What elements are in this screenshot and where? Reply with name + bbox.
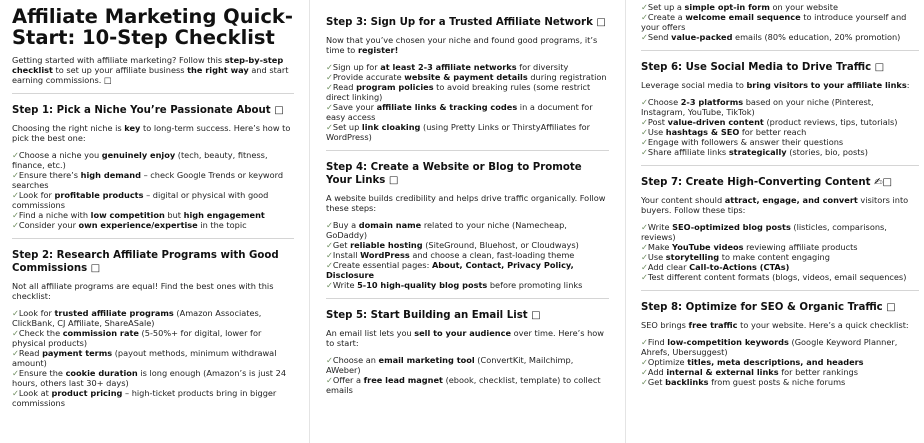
- step-8-heading: Step 8: Optimize for SEO & Organic Traffic □: [641, 302, 896, 313]
- bold-text: high demand: [80, 170, 141, 180]
- step-8-checklist: [641, 337, 919, 387]
- step-6-intro: Leverage social media to bring visitors to your affiliate links:: [641, 80, 910, 90]
- checklist-item: ✓Read payment terms (payout methods, minimum withdrawal amount): [12, 348, 277, 368]
- checkmark-icon: ✓: [641, 127, 648, 137]
- section-divider: [641, 290, 919, 291]
- checkmark-icon: ✓: [326, 250, 333, 260]
- step-5-checklist-continued: [641, 2, 919, 42]
- checkmark-icon: ✓: [641, 272, 648, 282]
- checklist-item: ✓Consider your own experience/expertise in the topic: [12, 220, 247, 230]
- section-divider: [326, 150, 609, 151]
- bold-text: simple opt-in form: [684, 2, 770, 12]
- step-7-intro: Your content should attract, engage, and convert visitors into buyers. Follow these tips:: [641, 195, 909, 215]
- bold-text: hashtags & SEO: [665, 127, 740, 137]
- checkmark-icon: ✓: [12, 348, 19, 358]
- bold-text: profitable products: [54, 190, 144, 200]
- step-7-checklist: [641, 222, 919, 282]
- step-7-section: [641, 176, 919, 282]
- checkmark-icon: ✓: [326, 280, 333, 290]
- bold-text: 2-3 platforms: [680, 97, 744, 107]
- step-4-intro: A website builds credibility and helps drive traffic organically. Follow these steps:: [326, 193, 606, 213]
- checklist-item: ✓Post value-driven content (product reviews, tips, tutorials): [641, 117, 898, 127]
- checkmark-icon: ✓: [326, 62, 333, 72]
- section-divider: [641, 50, 919, 51]
- checkmark-icon: ✓: [641, 242, 648, 252]
- step-2-checklist: [12, 308, 294, 408]
- step-4-section: [326, 161, 609, 290]
- bold-text: trusted affiliate programs: [54, 308, 174, 318]
- column-1: [12, 0, 294, 443]
- bold-text: link cloaking: [361, 122, 421, 132]
- bold-text: YouTube videos: [672, 242, 744, 252]
- checkmark-icon: ✓: [326, 102, 333, 112]
- checkmark-icon: ✓: [12, 190, 19, 200]
- bold-text: the right way: [187, 65, 249, 75]
- checkmark-icon: ✓: [641, 222, 648, 232]
- step-3-intro: Now that you’ve chosen your niche and found good programs, it’s time to register!: [326, 35, 598, 55]
- bold-text: backlinks: [665, 377, 709, 387]
- step-2-section: [12, 249, 294, 408]
- bold-text: step-by-step checklist: [12, 55, 284, 75]
- checkmark-icon: ✓: [641, 97, 648, 107]
- checkmark-icon: ✓: [326, 375, 333, 385]
- checklist-item: ✓Check the commission rate (5-50%+ for digital, lower for physical products): [12, 328, 262, 348]
- bold-text: low competition: [90, 210, 165, 220]
- checklist-item: ✓Write 5-10 high-quality blog posts before promoting links: [326, 280, 583, 290]
- bold-text: key: [124, 123, 141, 133]
- checklist-item: ✓Test different content formats (blogs, videos, email sequences): [641, 272, 907, 282]
- step-5-checklist: [326, 355, 609, 395]
- checkmark-icon: ✓: [641, 262, 648, 272]
- checklist-item: ✓Find a niche with low competition but high engagement: [12, 210, 265, 220]
- checkmark-icon: ✓: [641, 357, 648, 367]
- step-8-section: [641, 301, 919, 387]
- bold-text: welcome email sequence: [685, 12, 801, 22]
- bold-text: value-packed: [671, 32, 733, 42]
- checkmark-icon: ✓: [326, 260, 333, 270]
- bold-text: titles, meta descriptions, and headers: [687, 357, 864, 367]
- step-5-section: [326, 309, 609, 395]
- checklist-item: ✓Get backlinks from guest posts & niche forums: [641, 377, 846, 387]
- checklist-item: ✓Share affiliate links strategically (stories, bio, posts): [641, 147, 868, 157]
- step-4-heading: Step 4: Create a Website or Blog to Promote Your Links □: [326, 162, 582, 186]
- checkmark-icon: ✓: [12, 308, 19, 318]
- bold-text: program policies: [356, 82, 434, 92]
- section-divider: [12, 238, 294, 239]
- checklist-item: ✓Offer a free lead magnet (ebook, checklist, template) to collect emails: [326, 375, 601, 395]
- column-2: [326, 0, 609, 443]
- checklist-item: ✓Install WordPress and choose a clean, fast-loading theme: [326, 250, 575, 260]
- step-7-heading: Step 7: Create High-Converting Content ✍□: [641, 177, 893, 188]
- checkmark-icon: ✓: [641, 252, 648, 262]
- checklist-item: ✓Choose an email marketing tool (ConvertKit, Mailchimp, AWeber): [326, 355, 574, 375]
- checkmark-icon: ✓: [641, 147, 648, 157]
- checkmark-icon: ✓: [12, 210, 19, 220]
- bold-text: About, Contact, Privacy Policy, Disclosure: [326, 260, 574, 280]
- checklist-item: ✓Look for profitable products – digital or physical with good commissions: [12, 190, 269, 210]
- checkmark-icon: ✓: [641, 337, 648, 347]
- bold-text: product pricing: [51, 388, 123, 398]
- bold-text: website & payment details: [404, 72, 528, 82]
- checkmark-icon: ✓: [12, 220, 19, 230]
- section-divider: [12, 93, 294, 94]
- step-1-section: [12, 104, 294, 230]
- bold-text: affiliate links & tracking codes: [376, 102, 518, 112]
- checklist-item: ✓Create essential pages: About, Contact, Privacy Policy, Disclosure: [326, 260, 574, 280]
- bold-text: register!: [357, 45, 399, 55]
- checkmark-icon: ✓: [641, 2, 648, 12]
- checklist-item: ✓Ensure the cookie duration is long enough (Amazon’s is just 24 hours, others last 30+ days): [12, 368, 287, 388]
- checkmark-icon: ✓: [641, 12, 648, 22]
- checkmark-icon: ✓: [326, 220, 333, 230]
- checklist-item: ✓Read program policies to avoid breaking rules (some restrict direct linking): [326, 82, 591, 102]
- bold-text: strategically: [728, 147, 787, 157]
- step-1-intro: Choosing the right niche is key to long-term success. Here’s how to pick the best one:: [12, 123, 291, 143]
- checklist-item: ✓Use hashtags & SEO for better reach: [641, 127, 807, 137]
- step-2-heading: Step 2: Research Affiliate Programs with Good Commissions □: [12, 250, 279, 274]
- checkmark-icon: ✓: [641, 367, 648, 377]
- page-title: Affiliate Marketing Quick-Start: 10-Step Checklist: [12, 5, 293, 49]
- bold-text: payment terms: [42, 348, 113, 358]
- bold-text: email marketing tool: [378, 355, 475, 365]
- checkmark-icon: ✓: [326, 122, 333, 132]
- step-6-section: [641, 61, 919, 157]
- checklist-item: ✓Find low-competition keywords (Google Keyword Planner, Ahrefs, Ubersuggest): [641, 337, 898, 357]
- intro-text: Getting started with affiliate marketing? Follow this step-by-step checklist to set up your affiliate business the right way and start earning commissions. □: [12, 55, 289, 85]
- bold-text: low-competition keywords: [667, 337, 789, 347]
- step-1-heading: Step 1: Pick a Niche You’re Passionate About □: [12, 105, 284, 116]
- checkmark-icon: ✓: [641, 377, 648, 387]
- step-1-checklist: [12, 150, 294, 230]
- checkmark-icon: ✓: [12, 388, 19, 398]
- bold-text: sell to your audience: [414, 328, 512, 338]
- step-4-checklist: [326, 220, 609, 290]
- checklist-item: ✓Set up link cloaking (using Pretty Links or ThirstyAffiliates for WordPress): [326, 122, 591, 142]
- checklist-item: ✓Choose a niche you genuinely enjoy (tech, beauty, fitness, finance, etc.): [12, 150, 268, 170]
- checklist-item: ✓Optimize titles, meta descriptions, and headers: [641, 357, 864, 367]
- checklist-item: ✓Make YouTube videos reviewing affiliate products: [641, 242, 858, 252]
- checklist-item: ✓Provide accurate website & payment details during registration: [326, 72, 607, 82]
- checklist-item: ✓Create a welcome email sequence to introduce yourself and your offers: [641, 12, 907, 32]
- checklist-item: ✓Add internal & external links for better rankings: [641, 367, 858, 377]
- step-8-intro: SEO brings free traffic to your website. Here’s a quick checklist:: [641, 320, 909, 330]
- column-divider: [309, 0, 310, 443]
- checklist-item: ✓Engage with followers & answer their questions: [641, 137, 844, 147]
- bold-text: free lead magnet: [363, 375, 443, 385]
- checkmark-icon: ✓: [326, 82, 333, 92]
- checkmark-icon: ✓: [641, 117, 648, 127]
- checkmark-icon: ✓: [326, 72, 333, 82]
- checkmark-icon: ✓: [641, 137, 648, 147]
- bold-text: attract, engage, and convert: [724, 195, 858, 205]
- column-3: [641, 0, 919, 443]
- checklist-item: ✓Send value-packed emails (80% education, 20% promotion): [641, 32, 901, 42]
- bold-text: value-driven content: [667, 117, 764, 127]
- checkmark-icon: ✓: [326, 240, 333, 250]
- checklist-item: ✓Set up a simple opt-in form on your website: [641, 2, 838, 12]
- checklist-item: ✓Write SEO-optimized blog posts (listicles, comparisons, reviews): [641, 222, 887, 242]
- checklist-item: ✓Save your affiliate links & tracking codes in a document for easy access: [326, 102, 593, 122]
- bold-text: internal & external links: [666, 367, 779, 377]
- checklist-item: ✓Look at product pricing – high-ticket products bring in bigger commissions: [12, 388, 277, 408]
- bold-text: domain name: [358, 220, 422, 230]
- checkmark-icon: ✓: [641, 32, 648, 42]
- bold-text: SEO-optimized blog posts: [672, 222, 791, 232]
- checklist-item: ✓Add clear Call-to-Actions (CTAs): [641, 262, 790, 272]
- checkmark-icon: ✓: [12, 328, 19, 338]
- bold-text: bring visitors to your affiliate links: [746, 80, 907, 90]
- section-divider: [326, 298, 609, 299]
- bold-text: 5-10 high-quality blog posts: [357, 280, 488, 290]
- bold-text: genuinely enjoy: [101, 150, 176, 160]
- checkmark-icon: ✓: [12, 368, 19, 378]
- checklist-item: ✓Buy a domain name related to your niche (Namecheap, GoDaddy): [326, 220, 567, 240]
- checklist-item: ✓Get reliable hosting (SiteGround, Bluehost, or Cloudways): [326, 240, 579, 250]
- step-3-section: [326, 16, 609, 142]
- bold-text: cookie duration: [65, 368, 138, 378]
- step-5-heading: Step 5: Start Building an Email List □: [326, 310, 541, 321]
- step-5-intro: An email list lets you sell to your audience over time. Here’s how to start:: [326, 328, 604, 348]
- step-3-heading: Step 3: Sign Up for a Trusted Affiliate Network □: [326, 17, 607, 28]
- step-2-intro: Not all affiliate programs are equal! Find the best ones with this checklist:: [12, 281, 274, 301]
- checklist-item: ✓Look for trusted affiliate programs (Amazon Associates, ClickBank, CJ Affiliate, ShareASale): [12, 308, 262, 328]
- bold-text: WordPress: [360, 250, 410, 260]
- bold-text: at least 2-3 affiliate networks: [380, 62, 517, 72]
- step-6-heading: Step 6: Use Social Media to Drive Traffic □: [641, 62, 885, 73]
- step-3-checklist: [326, 62, 609, 142]
- bold-text: storytelling: [665, 252, 720, 262]
- checkmark-icon: ✓: [326, 355, 333, 365]
- bold-text: Call-to-Actions (CTAs): [689, 262, 790, 272]
- bold-text: free traffic: [688, 320, 738, 330]
- checklist-item: ✓Ensure there’s high demand – check Google Trends or keyword searches: [12, 170, 284, 190]
- bold-text: reliable hosting: [350, 240, 423, 250]
- section-divider: [641, 165, 919, 166]
- checklist-item: ✓Choose 2-3 platforms based on your niche (Pinterest, Instagram, YouTube, TikTok): [641, 97, 874, 117]
- checklist-item: ✓Use storytelling to make content engaging: [641, 252, 830, 262]
- column-divider: [625, 0, 626, 443]
- bold-text: own experience/expertise: [78, 220, 198, 230]
- step-6-checklist: [641, 97, 919, 157]
- bold-text: high engagement: [183, 210, 265, 220]
- bold-text: commission rate: [62, 328, 139, 338]
- checkmark-icon: ✓: [12, 150, 19, 160]
- checklist-item: ✓Sign up for at least 2-3 affiliate networks for diversity: [326, 62, 569, 72]
- checkmark-icon: ✓: [12, 170, 19, 180]
